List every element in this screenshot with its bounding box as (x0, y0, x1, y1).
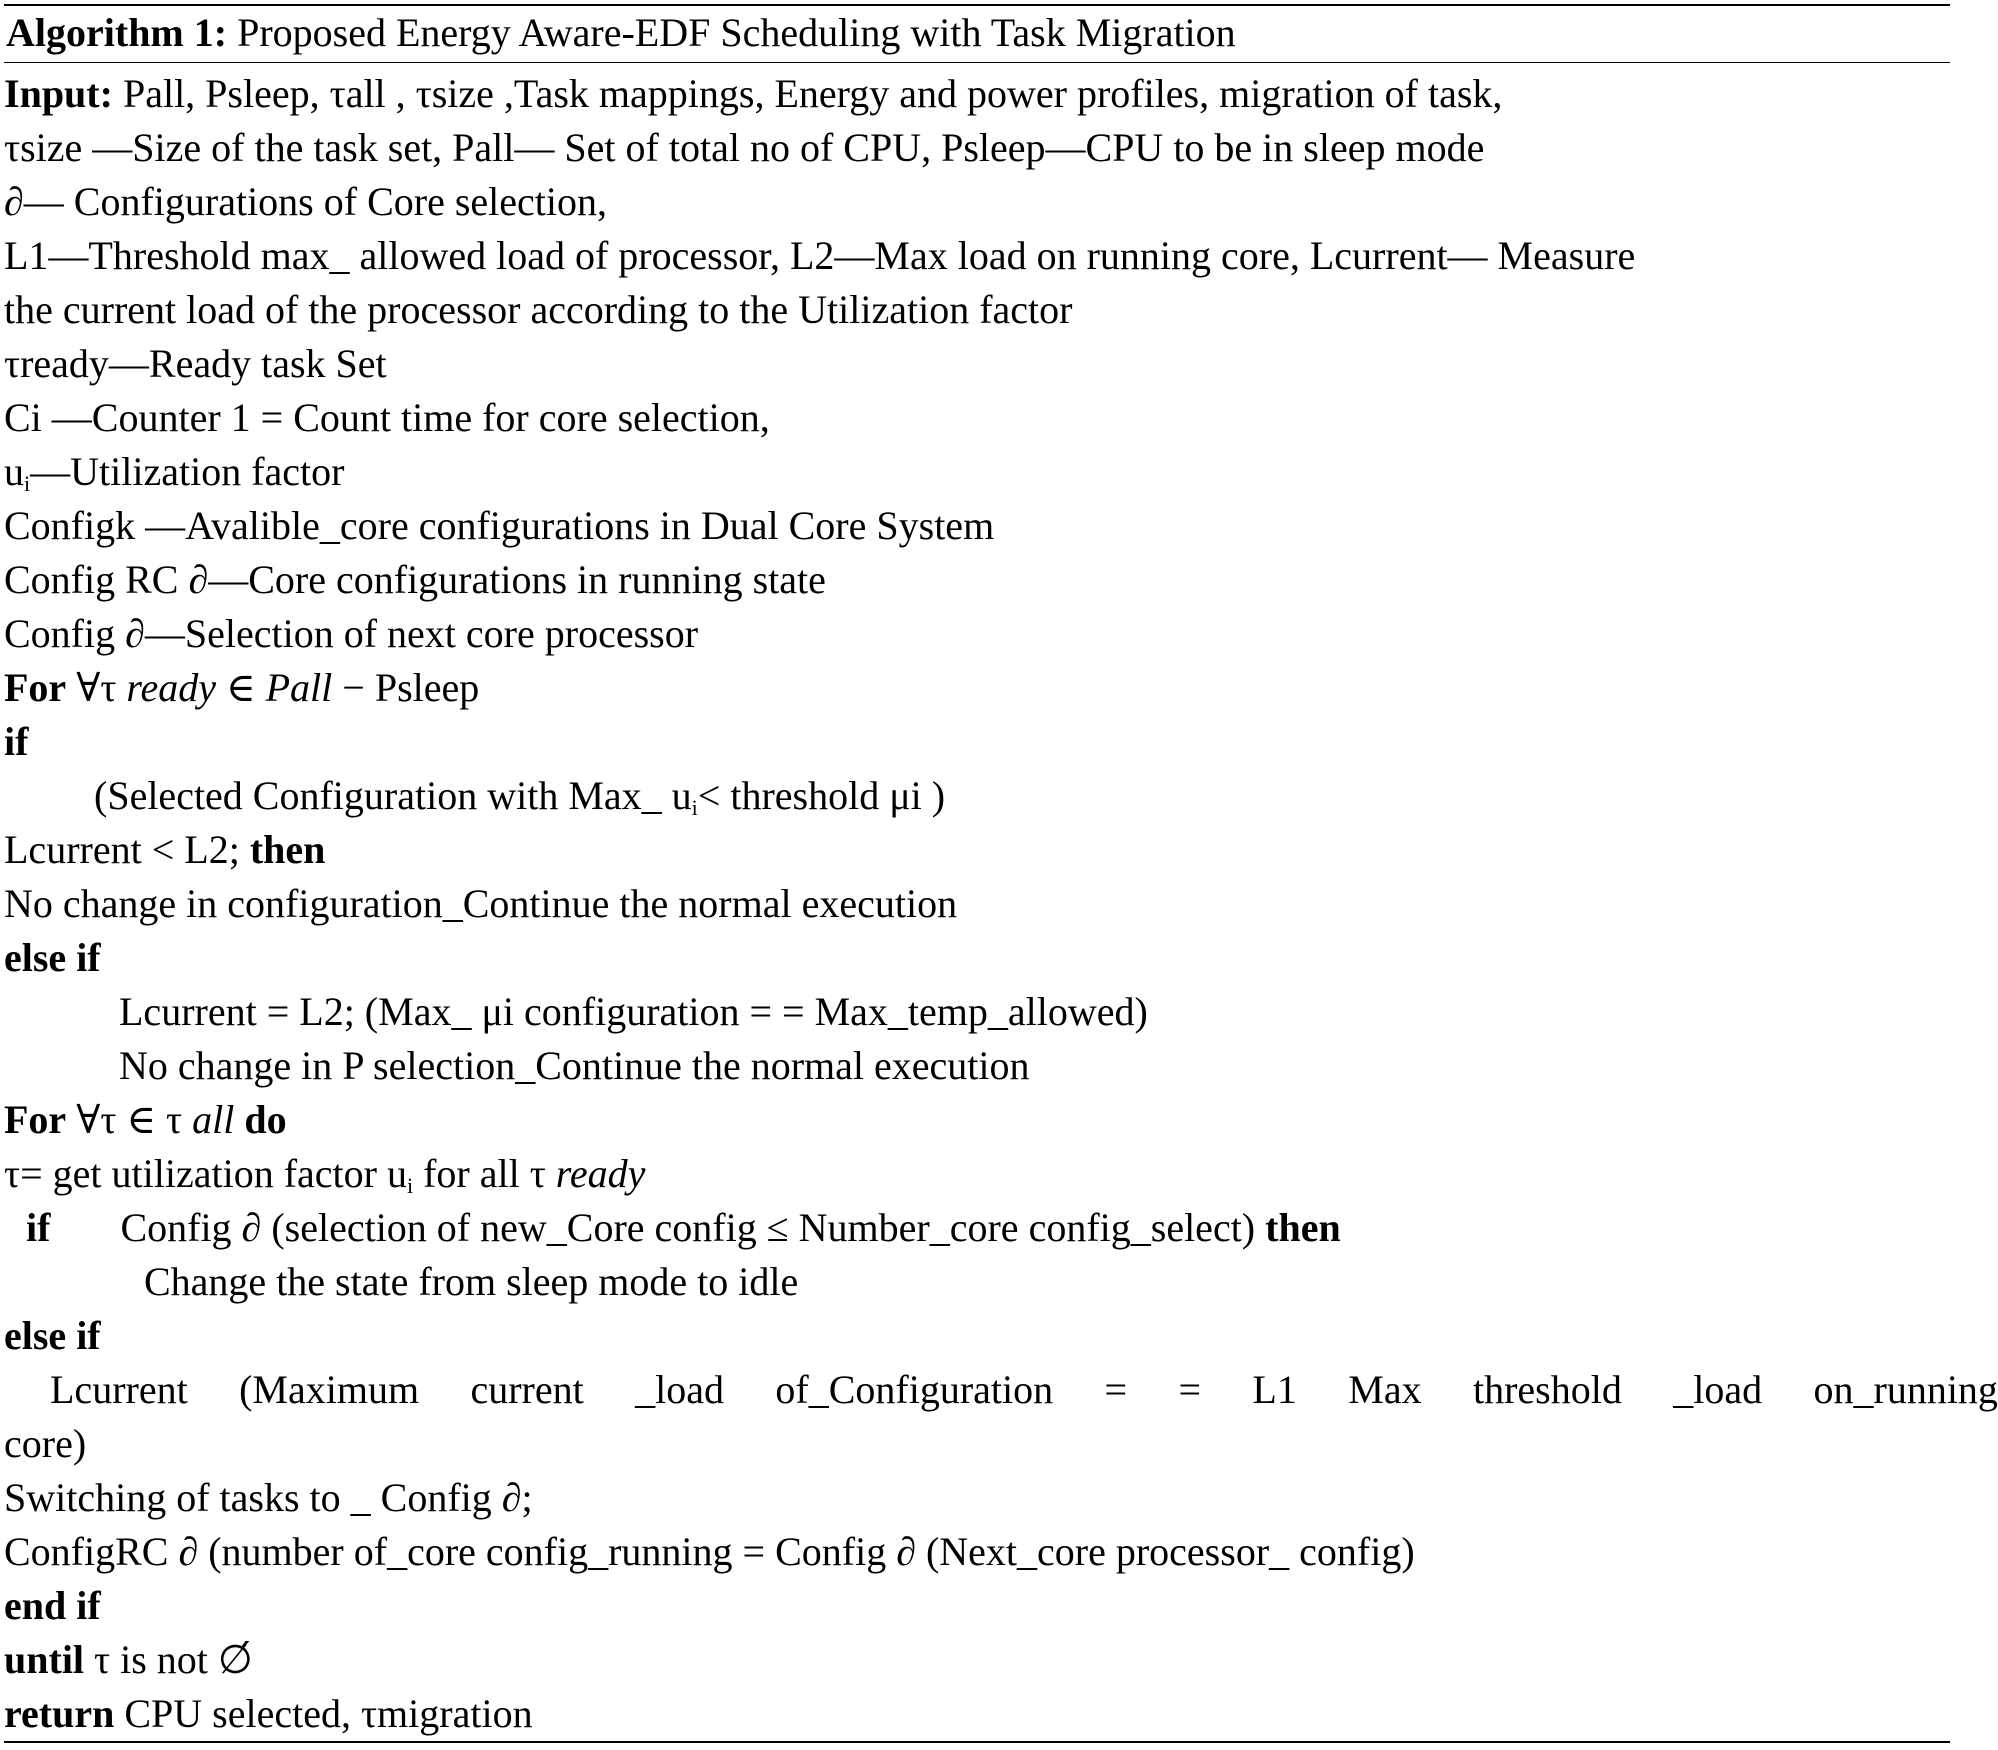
keyword-return: return (4, 1691, 115, 1736)
line-text: —Utilization factor (30, 449, 345, 494)
justified-word: Lcurrent (50, 1367, 188, 1412)
line-text: Config ∂ (selection of new_Core config ≤ Number_core config_select) (120, 1205, 1256, 1250)
caption-label: Algorithm 1: (6, 10, 228, 55)
algorithm-line: core) (4, 1421, 87, 1466)
line-text: − Psleep (342, 665, 480, 710)
keyword-do: do (244, 1097, 287, 1142)
line-text-italic: Pall (265, 665, 333, 710)
algorithm-line: No change in configuration_Continue the normal execution (4, 881, 958, 926)
bottom-rule (4, 1741, 1950, 1743)
algorithm-line (4, 1201, 1954, 1255)
subscript-i: i (691, 795, 698, 820)
algorithm-line (4, 1147, 1954, 1201)
justified-word: current (470, 1367, 584, 1412)
algorithm-line: Config RC ∂—Core configurations in running state (4, 557, 826, 602)
subscript-i: i (406, 1173, 414, 1198)
keyword-else-if: else if (4, 935, 101, 980)
input-line (4, 67, 1954, 121)
line-text: ∀τ (76, 665, 117, 710)
line-text: ∀τ ∈ τ (76, 1097, 183, 1142)
algorithm-line: Change the state from sleep mode to idle (144, 1259, 799, 1304)
line-text: CPU selected, τmigration (124, 1691, 533, 1736)
justified-word: L1 (1252, 1367, 1297, 1412)
keyword-for: For (4, 1097, 67, 1142)
line-text: < threshold μi ) (697, 773, 946, 818)
justified-word: Max (1348, 1367, 1422, 1412)
justified-word: _load (1673, 1367, 1763, 1412)
algorithm-line: Switching of tasks to _ Config ∂; (4, 1475, 533, 1520)
algorithm-line: the current load of the processor according to the Utilization factor (4, 287, 1073, 332)
algorithm-line: τready—Ready task Set (4, 341, 387, 386)
input-label: Input: (4, 71, 113, 116)
justified-word: of_Configuration (775, 1367, 1054, 1412)
algorithm-line: ∂— Configurations of Core selection, (4, 179, 607, 224)
algorithm-caption (6, 8, 1236, 58)
keyword-end-if: end if (4, 1583, 101, 1628)
input-text: Pall, Psleep, τall , τsize ,Task mappings, Energy and power profiles, migration of task, (122, 71, 1503, 116)
justified-word: = (1178, 1367, 1202, 1412)
line-text-italic: ready (555, 1151, 646, 1196)
algorithm-line (4, 1633, 1954, 1687)
top-rule (4, 4, 1950, 6)
line-text: (Selected Configuration with Max_ u (94, 773, 692, 818)
algorithm-line (4, 445, 1954, 499)
algorithm-body (4, 67, 1998, 1741)
keyword-if: if (26, 1205, 51, 1250)
line-text: τ is not ∅́ (94, 1637, 253, 1682)
justified-word: = (1104, 1367, 1128, 1412)
algorithm-line-justified (4, 1363, 1998, 1417)
algorithm-line: Configk —Avalible_core configurations in Dual Core System (4, 503, 995, 548)
symbol-u: u (4, 449, 24, 494)
algorithm-line: Config ∂—Selection of next core processor (4, 611, 699, 656)
algorithm-line: Ci —Counter 1 = Count time for core selection, (4, 395, 770, 440)
algorithm-line: Lcurrent = L2; (Max_ μi configuration = = Max_temp_allowed) (119, 989, 1148, 1034)
caption-rule (4, 62, 1950, 63)
line-text-italic: ready ∈ (126, 665, 256, 710)
algorithm-line: ConfigRC ∂ (number of_core config_running = Config ∂ (Next_core processor_ config) (4, 1529, 1415, 1574)
subscript-i: i (24, 471, 31, 496)
caption-title: Proposed Energy Aware-EDF Scheduling with Task Migration (237, 10, 1236, 55)
justified-word: (Maximum (239, 1367, 420, 1412)
keyword-for: For (4, 665, 67, 710)
algorithm-line: τsize —Size of the task set, Pall— Set of total no of CPU, Psleep—CPU to be in sleep mode (4, 125, 1485, 170)
algorithm-line: L1—Threshold max_ allowed load of processor, L2—Max load on running core, Lcurrent— Measure (4, 233, 1636, 278)
keyword-if: if (4, 719, 29, 764)
algorithm-line (4, 661, 1954, 715)
keyword-until: until (4, 1637, 85, 1682)
justified-word: on_running (1813, 1367, 1998, 1412)
keyword-else-if: else if (4, 1313, 101, 1358)
algorithm-line (4, 823, 1954, 877)
algorithm-line (4, 769, 1954, 823)
justified-word: _load (635, 1367, 724, 1412)
keyword-then: then (1265, 1205, 1341, 1250)
keyword-then: then (249, 827, 326, 872)
algorithm-line: No change in P selection_Continue the normal execution (119, 1043, 1030, 1088)
line-text: for all τ (423, 1151, 546, 1196)
algorithm-line (4, 1093, 1954, 1147)
line-text: τ= get utilization factor u (4, 1151, 407, 1196)
justified-word: threshold (1472, 1367, 1622, 1412)
line-text: Lcurrent < L2; (4, 827, 240, 872)
algorithm-line (4, 1687, 1954, 1741)
line-text-italic: all (192, 1097, 235, 1142)
